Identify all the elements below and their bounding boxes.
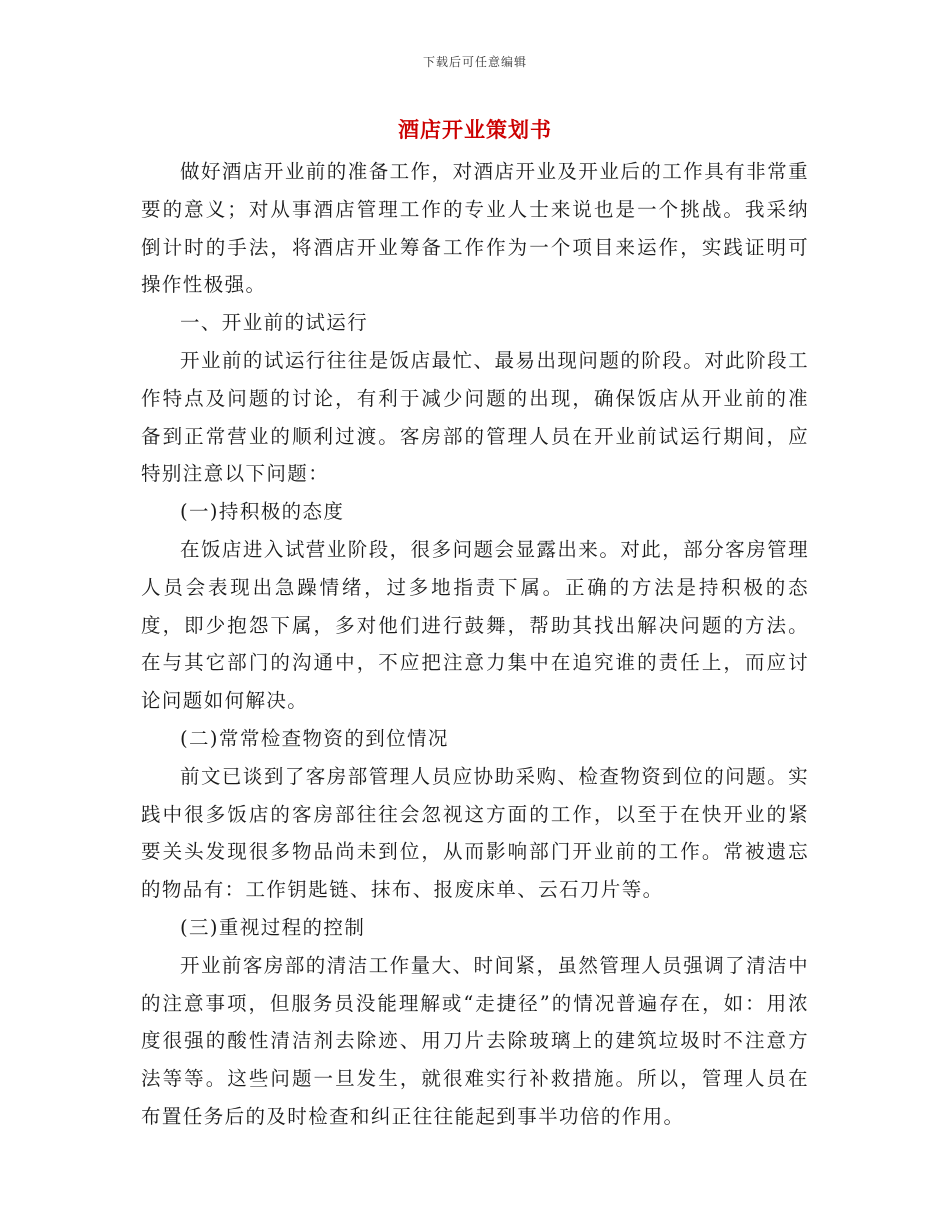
paragraph-positive-attitude: 在饭店进入试营业阶段，很多问题会显露出来。对此，部分客房管理人员会表现出急躁情绪，过多地指责下属。正确的方法是持积极的态度，即少抱怨下属，多对他们进行鼓舞，帮助其找出解决问题的方法。在与其它部门的沟通中，不应把注意力集中在追究谁的责任上，而应讨论问题如何解决。: [141, 537, 809, 713]
subheading-process-control: (三)重视过程的控制: [180, 915, 366, 939]
document-body: [141, 153, 809, 1136]
paragraph-trial-run: 开业前的试运行往往是饭店最忙、最易出现问题的阶段。对此阶段工作特点及问题的讨论，有利于减少问题的出现，确保饭店从开业前的准备到正常营业的顺利过渡。客房部的管理人员在开业前试运行期间，应特别注意以下问题：: [141, 348, 809, 486]
section-heading-trial-run: 一、开业前的试运行: [180, 311, 369, 335]
paragraph-process-control: 开业前客房部的清洁工作量大、时间紧，虽然管理人员强调了清洁中的注意事项，但服务员没能理解或“走捷径”的情况普遍存在，如：用浓度很强的酸性清洁剂去除迹、用刀片去除玻璃上的建筑垃圾时不注意方法等等。这些问题一旦发生，就很难实行补救措施。所以，管理人员在布置任务后的及时检查和纠正往往能起到事半功倍的作用。: [141, 953, 809, 1128]
subheading-positive-attitude: (一)持积极的态度: [180, 500, 345, 524]
paragraph-intro: 做好酒店开业前的准备工作，对酒店开业及开业后的工作具有非常重要的意义；对从事酒店管理工作的专业人士来说也是一个挑战。我采纳倒计时的手法，将酒店开业筹备工作作为一个项目来运作，实践证明可操作性极强。: [141, 160, 809, 297]
paragraph-check-supplies: 前文已谈到了客房部管理人员应协助采购、检查物资到位的问题。实践中很多饭店的客房部往往会忽视这方面的工作，以至于在快开业的紧要关头发现很多物品尚未到位，从而影响部门开业前的工作。常被遗忘的物品有：工作钥匙链、抹布、报废床单、云石刀片等。: [141, 764, 809, 902]
header-note: 下载后可任意编辑: [422, 55, 527, 69]
document-title: 酒店开业策划书: [398, 117, 552, 142]
subheading-check-supplies: (二)常常检查物资的到位情况: [180, 726, 449, 750]
